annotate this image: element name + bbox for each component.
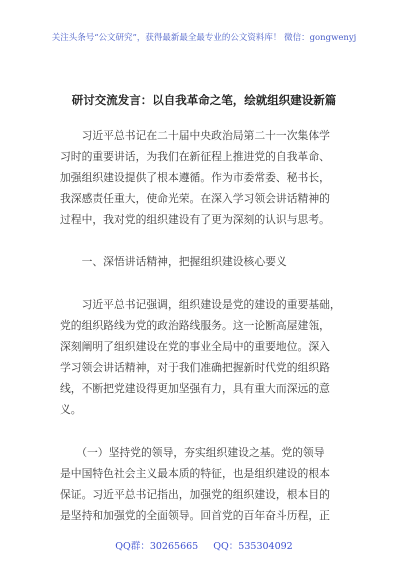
footer-contact	[0, 538, 408, 552]
text-line: 习近平总书记在二十届中央政治局第二十一次集体学	[60, 129, 330, 142]
text-line: 线，不断把党建设得更加坚强有力，具有重大而深远的意	[60, 382, 330, 395]
text-line: 我深感责任重大，使命光荣。在深入学习领会讲话精神的	[60, 192, 330, 205]
text-line: 习时的重要讲话，为我们在新征程上推进党的自我革命、	[60, 150, 330, 163]
document-body	[60, 125, 360, 526]
text-line: 习近平总书记强调，组织建设是党的建设的重要基础，	[60, 298, 341, 311]
text-line: 深刻阐明了组织建设在党的事业全局中的重要地位。深入	[60, 340, 330, 353]
text-line: 加强组织建设提供了根本遵循。作为市委常委、秘书长，	[60, 171, 330, 184]
paragraph-section-1	[60, 294, 360, 420]
paragraph-intro	[60, 125, 360, 230]
footer-qq-group: QQ群：30265665	[115, 541, 199, 552]
text-line: 义。	[60, 403, 82, 416]
section-heading-1	[60, 251, 360, 272]
text-line: 党的组织路线为党的政治路线服务。这一论断高屋建瓴，	[60, 319, 330, 332]
text-line: 过程中，我对党的组织建设有了更为深刻的认识与思考。	[60, 213, 330, 226]
text-line: （一）坚持党的领导，夯实组织建设之基。党的领导	[60, 446, 325, 459]
text-line: 保证。习近平总书记指出，加强党的组织建设，根本目的	[60, 488, 330, 501]
text-line: 是坚持和加强党的全面领导。回首党的百年奋斗历程，正	[60, 509, 330, 522]
text-line: 学习领会讲话精神，对于我们准确把握新时代党的组织路	[60, 361, 330, 374]
paragraph-subsection-1	[60, 442, 360, 526]
text-line: 是中国特色社会主义最本质的特征，也是组织建设的根本	[60, 467, 330, 480]
document-title: 研讨交流发言：以自我革命之笔，绘就组织建设新篇	[71, 93, 337, 107]
footer-qq: QQ：535304092	[213, 541, 293, 552]
header-promo-note: 关注头条号“公文研究”，获得最新最全最专业的公文资料库！ 微信：gongwenyj	[51, 33, 357, 43]
text-line: 一、深悟讲话精神，把握组织建设核心要义	[60, 255, 287, 268]
